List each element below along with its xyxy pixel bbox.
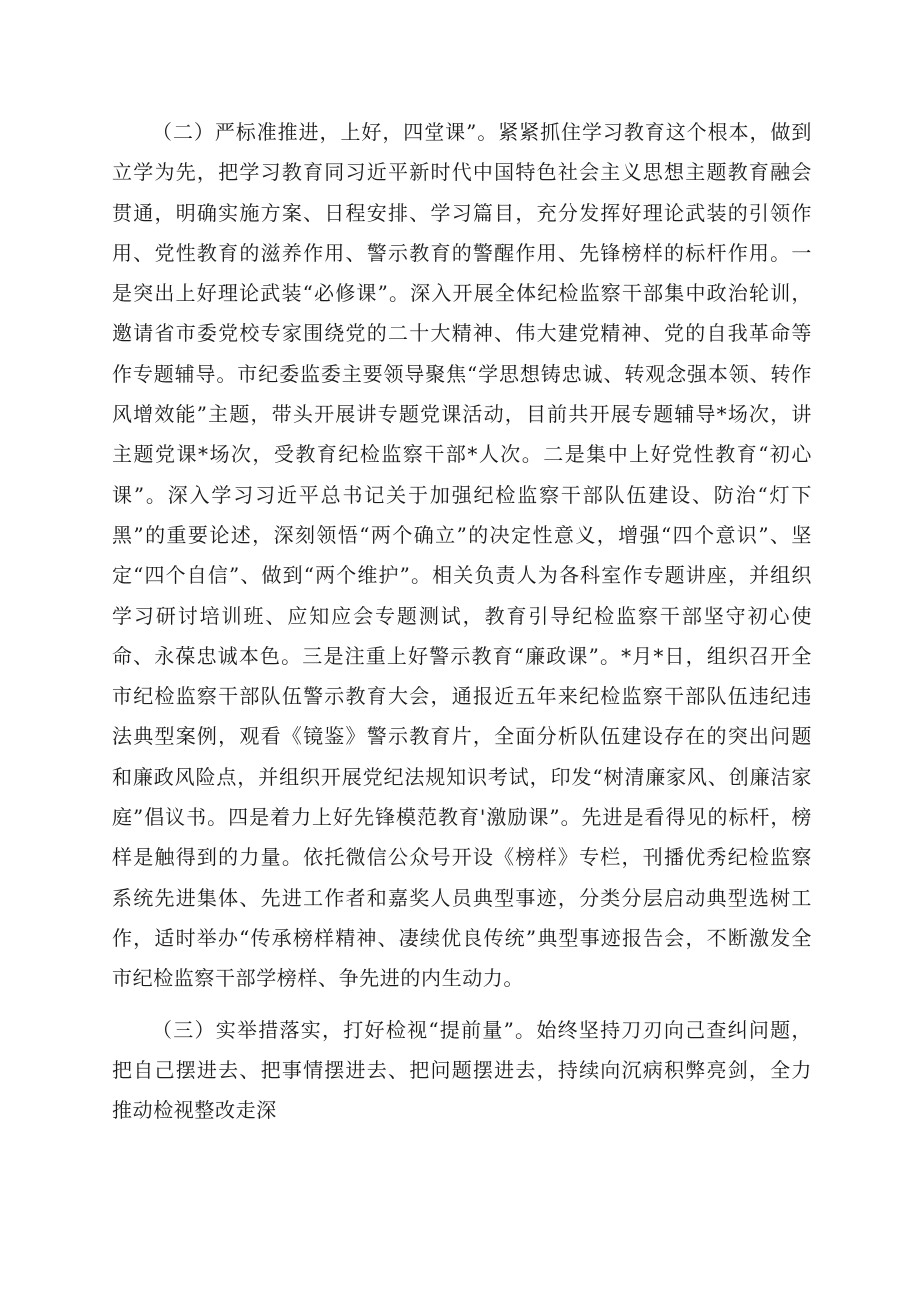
document-body bbox=[112, 112, 812, 1141]
paragraph-self-inspection-rectification: （三）实举措落实，打好检视“提前量”。始终坚持刀刃向己查纠问题，把自己摆进去、把事情摆进去、把问题摆进去，持续向沉病积弊亮剑，全力推动检视整改走深 bbox=[112, 1017, 812, 1123]
paragraph-study-education-four-lessons: （二）严标准推进，上好，四堂课”。紧紧抓住学习教育这个根本，做到立学为先，把学习教育同习近平新时代中国特色社会主义思想主题教育融会贯通，明确实施方案、日程安排、学习篇目，充分发挥好理论武装的引领作用、党性教育的滋养作用、警示教育的警醒作用、先锋榜样的标杆作用。一是突出上好理论武装“必修课”。深入开展全体纪检监察干部集中政治轮训，邀请省市委党校专家围绕党的二十大精神、伟大建党精神、党的自我革命等作专题辅导。市纪委监委主要领导聚焦“学思想铸忠诚、转观念强本领、转作风增效能”主题，带头开展讲专题党课活动，目前共开展专题辅导*场次，讲主题党课*场次，受教育纪检监察干部*人次。二是集中上好党性教育“初心课”。深入学习习近平总书记关于加强纪检监察干部队伍建设、防治“灯下黑”的重要论述，深刻领悟“两个确立”的决定性意义，增强“四个意识”、坚定“四个自信”、做到“两个维护”。相关负责人为各科室作专题讲座，并组织学习研讨培训班、应知应会专题测试，教育引导纪检监察干部坚守初心使命、永葆忠诚本色。三是注重上好警示教育“廉政课”。*月*日，组织召开全市纪检监察干部队伍警示教育大会，通报近五年来纪检监察干部队伍违纪违法典型案例，观看《镜鉴》警示教育片，全面分析队伍建设存在的突出问题和廉政风险点，并组织开展党纪法规知识考试，印发“树清廉家风、创廉洁家庭”倡议书。四是着力上好先锋模范教育'激励课”。先进是看得见的标杆，榜样是触得到的力量。依托微信公众号开设《榜样》专栏，刊播优秀纪检监察系统先进集体、先进工作者和嘉奖人员典型事迹，分类分层启动典型选树工作，适时举办“传承榜样精神、凄续优良传统”典型事迹报告会，不断激发全市纪检监察干部学榜样、争先进的内生动力。 bbox=[112, 120, 812, 991]
